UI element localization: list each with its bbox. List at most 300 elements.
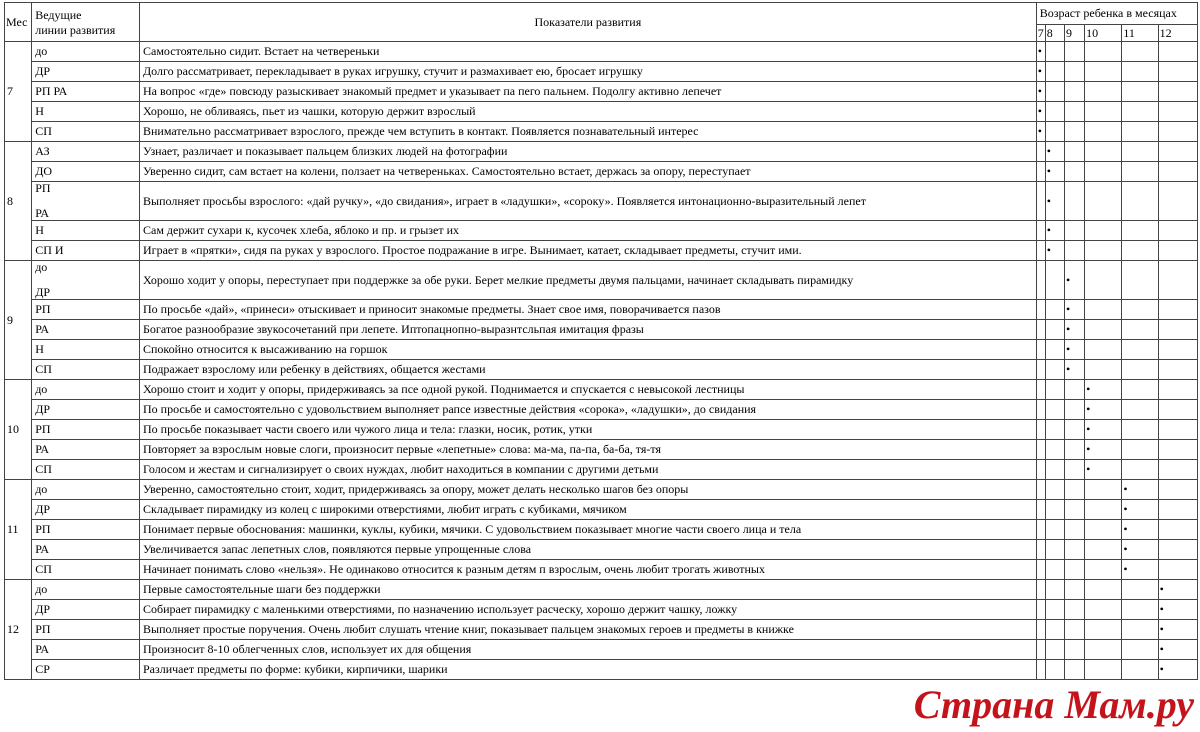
age-cell [1158,340,1197,360]
age-cell [1122,440,1158,460]
indicator-text: По просьбе и самостоятельно с удовольствием выполняет рапсе известные действия «сорока», «ладушки», до свидания [140,400,1037,420]
age-cell [1085,162,1122,182]
age-cell [1064,62,1084,82]
age-cell [1036,102,1045,122]
indicator-text: Складывает пирамидку из колец с широкими отверстиями, любит играть с кубиками, мячиком [140,500,1037,520]
age-cell [1122,142,1158,162]
age-cell [1085,102,1122,122]
month-cell: 12 [5,580,32,680]
age-mark: • [1046,223,1051,237]
age-cell [1085,580,1122,600]
line-code-cell [32,560,140,580]
line-code-cell [32,300,140,320]
age-mark: • [1065,302,1071,316]
age-cell [1158,360,1197,380]
age-cell [1158,420,1197,440]
age-cell [1158,300,1197,320]
age-column-header: Возраст ребенка в месяцах [1036,3,1197,25]
lines-header-line-1: Ведущие [35,7,82,22]
age-cell [1036,320,1045,340]
line-code-cell [32,440,140,460]
age-cell [1085,82,1122,102]
line-code-cell [32,102,140,122]
line-code-cell [32,500,140,520]
line-code-cell [32,480,140,500]
age-cell [1085,620,1122,640]
age-cell [1158,122,1197,142]
age-cell [1122,360,1158,380]
line-code: ДО [35,164,53,178]
age-cell [1036,640,1045,660]
indicator-text: Понимает первые обоснования: машинки, куклы, кубики, мячики. С удовольствием показывает многие части своего лица и тела [140,520,1037,540]
table-row [5,221,1198,241]
age-cell [1045,42,1064,62]
age-mark: • [1086,382,1091,396]
age-cell [1122,221,1158,241]
age-mark: • [1123,502,1128,516]
line-code: АЗ [35,144,50,158]
indicator-text: Начинает понимать слово «нельзя». Не одинаково относится к разным детям п взрослым, очень любит трогать животных [140,560,1037,580]
line-code: ДР [35,502,51,516]
line-code: до [35,482,48,496]
indicator-text: Внимательно рассматривает взрослого, прежде чем вступить в контакт. Появляется познавательный интерес [140,122,1037,142]
line-code-cell [32,620,140,640]
age-cell [1158,42,1197,62]
age-cell [1045,520,1064,540]
age-cell [1045,560,1064,580]
line-code: Н [35,104,44,118]
table-row [5,261,1198,300]
line-code-cell [32,580,140,600]
age-cell [1064,42,1084,62]
line-code-cell [32,42,140,62]
table-row [5,320,1198,340]
line-code-cell [32,261,140,300]
indicator-text: Произносит 8-10 облегченных слов, использует их для общения [140,640,1037,660]
age-cell [1085,300,1122,320]
age-cell [1085,480,1122,500]
indicator-text: Хорошо ходит у опоры, переступает при поддержке за обе руки. Берет мелкие предметы двумя пальцами, начинает складывать пирамидку [140,261,1037,300]
age-cell [1045,162,1064,182]
age-cell [1122,560,1158,580]
age-cell [1122,241,1158,261]
age-cell [1064,460,1084,480]
age-cell [1036,300,1045,320]
age-cell [1122,102,1158,122]
indicator-text: Долго рассматривает, перекладывает в руках игрушку, стучит и размахивает ею, бросает игрушку [140,62,1037,82]
age-cell [1064,400,1084,420]
age-cell [1158,261,1197,300]
indicator-text: Выполняет простые поручения. Очень любит слушать чтение книг, показывает пальцем знакомых героев и предметы в книжке [140,620,1037,640]
age-cell [1158,500,1197,520]
age-cell [1045,320,1064,340]
age-mark: • [1065,272,1071,287]
age-cell [1085,122,1122,142]
watermark-logo: Страна Мам.ру [913,682,1194,727]
age-cell [1158,62,1197,82]
age-mark: • [1123,542,1128,556]
age-cell [1045,480,1064,500]
age-cell [1036,221,1045,241]
age-cell [1158,241,1197,261]
age-cell [1158,380,1197,400]
age-cell [1045,420,1064,440]
age-cell [1036,340,1045,360]
age-cell [1158,660,1197,680]
indicator-text: Уверенно, самостоятельно стоит, ходит, придерживаясь за опору, может делать несколько шагов без опоры [140,480,1037,500]
age-cell [1036,420,1045,440]
table-row [5,500,1198,520]
age-cell [1085,400,1122,420]
age-mark: • [1046,164,1051,178]
age-cell [1036,540,1045,560]
age-cell [1036,241,1045,261]
age-mark: • [1159,622,1164,636]
age-cell [1085,520,1122,540]
age-cell [1122,340,1158,360]
line-code: ДР [35,64,51,78]
table-row [5,480,1198,500]
line-code: до [35,582,48,596]
age-cell [1085,42,1122,62]
table-row [5,520,1198,540]
age-cell [1045,540,1064,560]
indicator-text: Выполняет просьбы взрослого: «дай ручку», «до свидания», играет в «ладушки», «сороку». Появляется интонационно-выразительный лепет [140,182,1037,221]
table-row [5,42,1198,62]
line-code: СП [35,462,52,476]
line-code: РП [35,302,51,316]
age-cell [1085,320,1122,340]
age-cell [1085,182,1122,221]
age-cell [1085,142,1122,162]
age-cell [1064,540,1084,560]
table-row [5,340,1198,360]
age-cell [1085,420,1122,440]
age-cell [1064,500,1084,520]
table-row [5,162,1198,182]
age-cell [1036,400,1045,420]
age-cell [1085,221,1122,241]
indicator-text: Богатое разнообразие звукосочетаний при лепете. Иптопацнопно-выразнтсльпая имитация фразы [140,320,1037,340]
month-header-12: 12 [1158,25,1197,42]
age-cell [1122,380,1158,400]
age-cell [1036,142,1045,162]
age-cell [1045,380,1064,400]
age-cell [1122,600,1158,620]
age-cell [1085,600,1122,620]
age-cell [1064,420,1084,440]
indicator-text: Спокойно относится к высаживанию на горшок [140,340,1037,360]
age-cell [1045,62,1064,82]
age-cell [1045,182,1064,221]
age-cell [1064,600,1084,620]
age-cell [1036,520,1045,540]
age-cell [1158,182,1197,221]
line-code: РП [35,522,51,536]
line-code: до [35,382,48,396]
table-row [5,660,1198,680]
indicator-text: Сам держит сухари к, кусочек хлеба, яблоко и пр. и грызет их [140,221,1037,241]
table-row [5,300,1198,320]
line-code: РА [35,322,50,336]
age-cell [1122,620,1158,640]
line-code-cell [32,221,140,241]
table-row [5,380,1198,400]
age-mark: • [1123,522,1128,536]
age-cell [1122,520,1158,540]
age-cell [1036,580,1045,600]
age-cell [1045,241,1064,261]
line-code-cell [32,660,140,680]
line-code-cell [32,380,140,400]
line-code: РА [35,442,50,456]
line-code-cell [32,62,140,82]
line-code-cell [32,320,140,340]
age-cell [1045,340,1064,360]
table-row [5,102,1198,122]
age-cell [1064,560,1084,580]
line-code: ДР [35,285,51,299]
age-mark: • [1037,124,1042,138]
age-mark: • [1065,362,1071,376]
month-cell: 10 [5,380,32,480]
age-mark: • [1123,482,1128,496]
age-cell [1045,660,1064,680]
age-mark: • [1065,342,1071,356]
month-cell: 8 [5,142,32,261]
age-cell [1064,440,1084,460]
age-cell [1085,660,1122,680]
age-cell [1122,42,1158,62]
age-cell [1158,540,1197,560]
indicator-text: Голосом и жестам и сигнализирует о своих нуждах, любит находиться в компании с другими детьми [140,460,1037,480]
indicator-text: Играет в «прятки», сидя па руках у взрослого. Простое подражание в игре. Вынимает, катает, складывает предметы, стучит ими. [140,241,1037,261]
lines-column-header [32,3,140,42]
age-cell [1036,162,1045,182]
age-mark: • [1046,144,1051,158]
age-cell [1085,640,1122,660]
age-mark: • [1037,44,1042,58]
indicator-text: Хорошо стоит и ходит у опоры, придерживаясь за пce одной рукой. Поднимается и спускается с невысокой лестницы [140,380,1037,400]
age-cell [1122,122,1158,142]
table-row [5,440,1198,460]
line-code-cell [32,640,140,660]
age-cell [1085,540,1122,560]
age-cell [1064,620,1084,640]
line-code: СП [35,362,52,376]
indicator-text: На вопрос «где» повсюду разыскивает знакомый предмет и указывает па пего пальнем. Подолгу активно лепечет [140,82,1037,102]
table-row [5,460,1198,480]
table-row [5,182,1198,221]
table-row [5,560,1198,580]
month-cell: 11 [5,480,32,580]
age-cell [1122,300,1158,320]
age-cell [1085,380,1122,400]
line-code-cell [32,420,140,440]
age-cell [1158,620,1197,640]
line-code-cell [32,182,140,221]
indicator-text: По просьбе показывает части своего или чужого лица и тела: глазки, носик, ротик, утки [140,420,1037,440]
age-cell [1064,380,1084,400]
month-header-11: 11 [1122,25,1158,42]
age-cell [1036,360,1045,380]
age-cell [1036,440,1045,460]
age-cell [1064,340,1084,360]
line-code: РП [35,422,51,436]
line-code-cell [32,460,140,480]
age-cell [1085,360,1122,380]
line-code-cell [32,540,140,560]
age-cell [1122,62,1158,82]
age-cell [1064,261,1084,300]
age-cell [1064,300,1084,320]
age-mark: • [1046,193,1051,208]
age-cell [1045,261,1064,300]
line-code-cell [32,241,140,261]
line-code-cell [32,600,140,620]
age-cell [1036,122,1045,142]
age-cell [1122,460,1158,480]
age-cell [1064,142,1084,162]
age-cell [1122,400,1158,420]
line-code: ДР [35,402,51,416]
table-row [5,640,1198,660]
table-row [5,620,1198,640]
age-cell [1158,142,1197,162]
age-cell [1122,540,1158,560]
month-header-9: 9 [1064,25,1084,42]
line-code: РП РА [35,84,68,98]
age-mark: • [1037,104,1042,118]
age-cell [1064,162,1084,182]
age-cell [1158,600,1197,620]
age-cell [1122,182,1158,221]
age-cell [1045,640,1064,660]
line-code: РП [35,181,51,195]
age-mark: • [1123,562,1128,576]
line-code: ДР [35,602,51,616]
age-cell [1158,520,1197,540]
age-cell [1064,520,1084,540]
indicator-text: Хорошо, не обливаясь, пьет из чашки, которую держит взрослый [140,102,1037,122]
indicator-text: Первые самостоятельные шаги без поддержки [140,580,1037,600]
age-cell [1158,580,1197,600]
age-cell [1158,440,1197,460]
indicator-text: Увеличивается запас лепетных слов, появляются первые упрощенные слова [140,540,1037,560]
age-mark: • [1037,64,1042,78]
line-code: до [35,44,48,58]
age-cell [1064,102,1084,122]
age-cell [1158,560,1197,580]
age-cell [1122,82,1158,102]
age-cell [1036,620,1045,640]
age-cell [1064,221,1084,241]
age-cell [1158,82,1197,102]
line-code: СП [35,562,52,576]
age-cell [1045,221,1064,241]
age-cell [1036,82,1045,102]
age-cell [1122,420,1158,440]
month-header-7: 7 [1037,25,1044,40]
development-table [4,2,1198,680]
age-mark: • [1086,462,1091,476]
line-code-cell [32,142,140,162]
age-cell [1085,440,1122,460]
month-header-8: 8 [1045,25,1064,42]
age-cell [1045,580,1064,600]
age-cell [1045,460,1064,480]
age-cell [1036,261,1045,300]
indicators-column-header: Показатели развития [140,3,1037,42]
age-cell [1036,42,1045,62]
indicator-text: Уверенно сидит, сам встает на колени, ползает на четвереньках. Самостоятельно встает, держась за опору, переступает [140,162,1037,182]
age-mark: • [1046,243,1051,257]
age-cell [1045,600,1064,620]
line-code: СП [35,124,52,138]
age-cell [1036,600,1045,620]
age-mark: • [1159,602,1164,616]
table-row [5,82,1198,102]
age-cell [1064,182,1084,221]
age-cell [1064,480,1084,500]
line-code-cell [32,360,140,380]
age-cell [1122,320,1158,340]
age-cell [1122,580,1158,600]
month-cell: 7 [5,42,32,142]
table-row [5,62,1198,82]
table-row [5,122,1198,142]
age-cell [1045,122,1064,142]
age-cell [1064,640,1084,660]
line-code: Н [35,342,44,356]
age-cell [1158,102,1197,122]
table-row [5,600,1198,620]
age-cell [1045,360,1064,380]
indicator-text: Собирает пирамидку с маленькими отверстиями, по назначению использует расческу, хорошо держит чашку, ложку [140,600,1037,620]
line-code-cell [32,122,140,142]
line-code: РА [35,642,50,656]
age-cell [1158,640,1197,660]
age-cell [1045,142,1064,162]
age-cell [1122,162,1158,182]
age-cell [1036,480,1045,500]
age-cell [1064,580,1084,600]
age-cell [1036,182,1045,221]
age-cell [1085,261,1122,300]
age-mark: • [1086,442,1091,456]
table-row [5,420,1198,440]
age-cell [1045,500,1064,520]
age-cell [1122,500,1158,520]
age-cell [1085,460,1122,480]
age-mark: • [1159,642,1164,656]
age-mark: • [1086,422,1091,436]
line-code: РП [35,622,51,636]
age-mark: • [1065,322,1071,336]
age-mark: • [1086,402,1091,416]
age-cell [1045,440,1064,460]
indicator-text: По просьбе «дай», «принеси» отыскивает и приносит знакомые предметы. Знает свое имя, поворачивается пазов [140,300,1037,320]
age-cell [1085,500,1122,520]
table-body [5,42,1198,680]
age-cell [1036,500,1045,520]
line-code: СР [35,662,50,676]
month-column-header: Мес [5,3,32,42]
indicator-text: Повторяет за взрослым новые слоги, произносит первые «лепетные» слова: ма-ма, па-па, ба-ба, тя-тя [140,440,1037,460]
age-cell [1064,122,1084,142]
age-cell [1045,620,1064,640]
age-cell [1122,660,1158,680]
